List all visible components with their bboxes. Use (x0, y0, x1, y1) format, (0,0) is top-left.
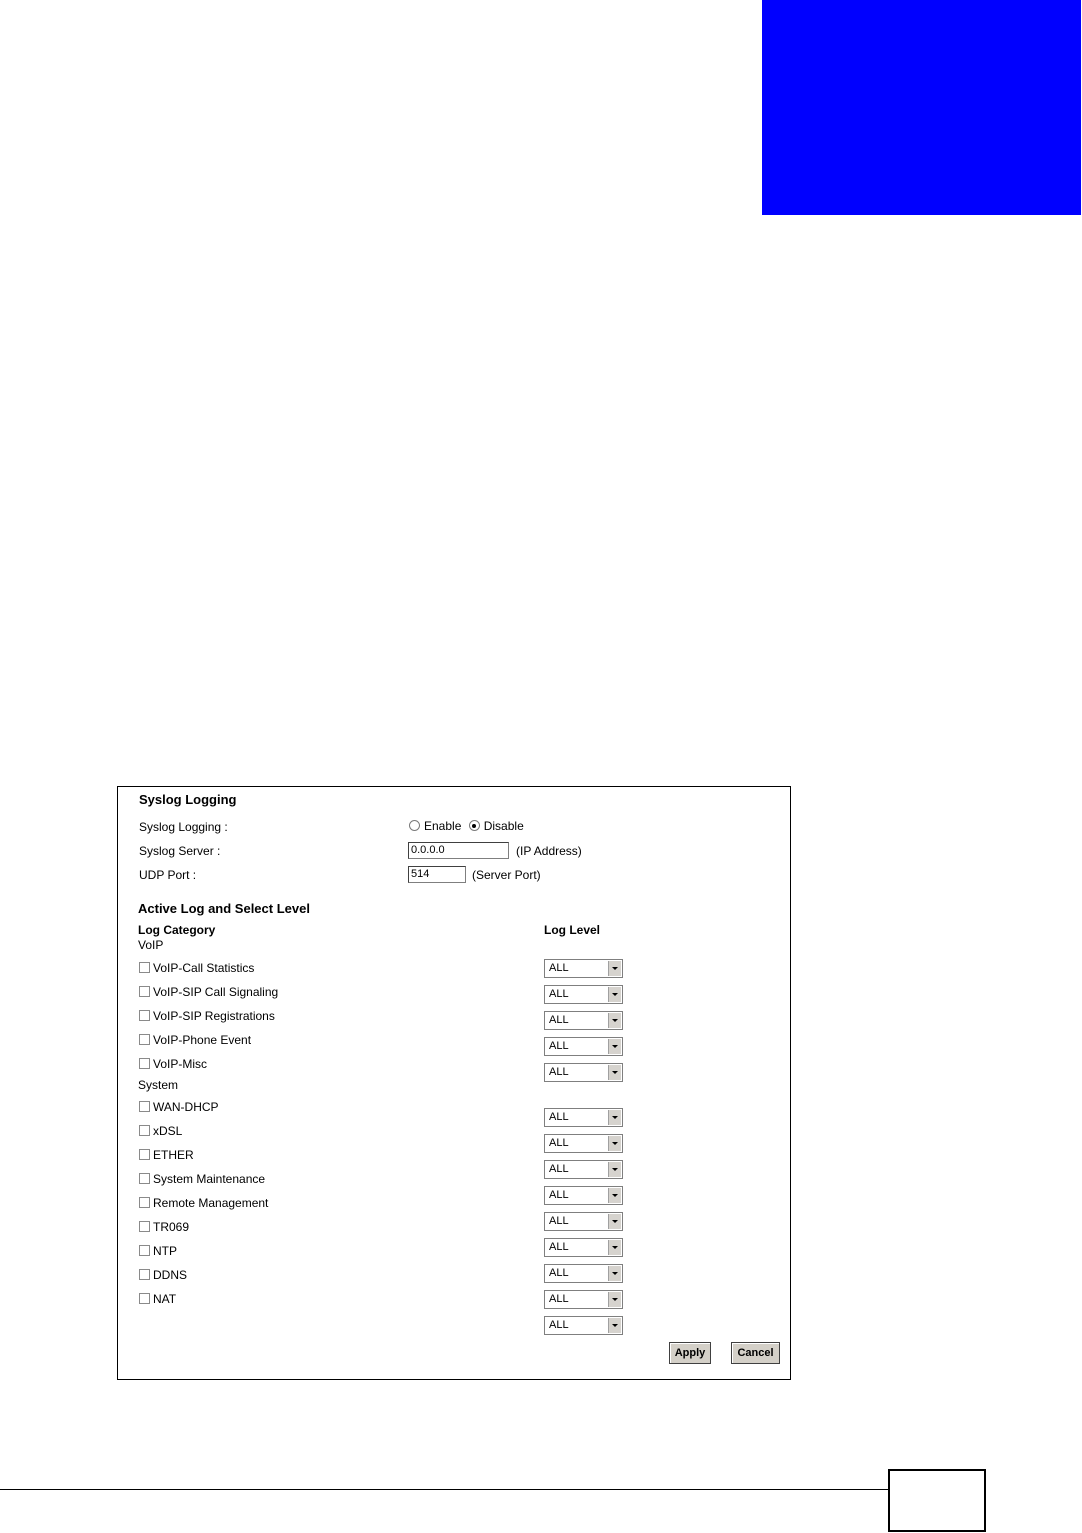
log-level-select[interactable] (544, 1108, 623, 1127)
log-level-select[interactable] (544, 1134, 623, 1153)
log-level-value: ALL (549, 1215, 569, 1227)
category-label: VoIP-Call Statistics (153, 961, 255, 975)
syslog-section-title: Syslog Logging (139, 792, 237, 807)
category-label: TR069 (153, 1220, 190, 1234)
log-level-value: ALL (549, 1241, 569, 1253)
server-port-hint: (Server Port) (472, 868, 541, 882)
ip-address-hint: (IP Address) (516, 844, 582, 858)
category-label: VoIP-SIP Call Signaling (153, 985, 279, 999)
log-level-value: ALL (549, 1267, 569, 1279)
log-level-select[interactable] (544, 959, 623, 978)
chevron-down-icon[interactable] (608, 1162, 621, 1177)
log-level-value: ALL (549, 1111, 569, 1123)
category-label: NAT (153, 1292, 177, 1306)
syslog-server-input[interactable]: 0.0.0.0 (408, 842, 509, 859)
category-label: DDNS (153, 1268, 188, 1282)
log-level-select[interactable] (544, 1290, 623, 1309)
checkbox-voip-sip-call-signaling[interactable] (139, 986, 150, 997)
enable-label: Enable (424, 819, 462, 833)
log-level-value: ALL (549, 1319, 569, 1331)
checkbox-remote-management[interactable] (139, 1197, 150, 1208)
log-level-value: ALL (549, 1163, 569, 1175)
category-label: xDSL (153, 1124, 183, 1138)
log-level-select[interactable] (544, 1186, 623, 1205)
category-label: System Maintenance (153, 1172, 266, 1186)
udp-port-input[interactable]: 514 (408, 866, 466, 883)
log-category-header: Log Category (138, 923, 216, 937)
syslog-settings-panel (117, 786, 791, 1380)
log-level-value: ALL (549, 1066, 569, 1078)
syslog-server-label: Syslog Server : (139, 844, 221, 858)
chapter-tab-block (762, 0, 1081, 215)
checkbox-voip-misc[interactable] (139, 1058, 150, 1069)
chevron-down-icon[interactable] (608, 987, 621, 1002)
apply-button[interactable]: Apply (669, 1342, 711, 1364)
checkbox-system-maintenance[interactable] (139, 1173, 150, 1184)
checkbox-ddns[interactable] (139, 1269, 150, 1280)
log-level-value: ALL (549, 988, 569, 1000)
chevron-down-icon[interactable] (608, 1214, 621, 1229)
checkbox-xdsl[interactable] (139, 1125, 150, 1136)
checkbox-ether[interactable] (139, 1149, 150, 1160)
enable-radio[interactable] (409, 820, 420, 831)
log-level-value: ALL (549, 1137, 569, 1149)
category-label: ETHER (153, 1148, 194, 1162)
category-label: WAN-DHCP (153, 1100, 219, 1114)
log-level-value: ALL (549, 1040, 569, 1052)
chevron-down-icon[interactable] (608, 1266, 621, 1281)
chevron-down-icon[interactable] (608, 1013, 621, 1028)
checkbox-voip-sip-registrations[interactable] (139, 1010, 150, 1021)
checkbox-ntp[interactable] (139, 1245, 150, 1256)
page-number-box (888, 1469, 986, 1532)
system-group-label: System (138, 1078, 179, 1092)
log-level-select[interactable] (544, 1011, 623, 1030)
disable-label: Disable (483, 819, 524, 833)
chevron-down-icon[interactable] (608, 961, 621, 976)
chevron-down-icon[interactable] (608, 1110, 621, 1125)
footer-rule (0, 1489, 888, 1490)
chevron-down-icon[interactable] (608, 1136, 621, 1151)
log-level-select[interactable] (544, 1316, 623, 1335)
udp-port-label: UDP Port : (139, 868, 197, 882)
log-level-select[interactable] (544, 1238, 623, 1257)
category-label: VoIP-Misc (153, 1057, 208, 1071)
checkbox-voip-phone-event[interactable] (139, 1034, 150, 1045)
syslog-logging-label: Syslog Logging : (139, 820, 228, 834)
log-level-value: ALL (549, 1189, 569, 1201)
chevron-down-icon[interactable] (608, 1240, 621, 1255)
category-label: VoIP-SIP Registrations (153, 1009, 275, 1023)
log-level-value: ALL (549, 1014, 569, 1026)
category-label: VoIP-Phone Event (153, 1033, 252, 1047)
syslog-logging-radio-group (409, 819, 524, 833)
log-level-select[interactable] (544, 1063, 623, 1082)
checkbox-nat[interactable] (139, 1293, 150, 1304)
log-level-header: Log Level (544, 923, 601, 937)
chevron-down-icon[interactable] (608, 1318, 621, 1333)
category-label: Remote Management (153, 1196, 269, 1210)
voip-group-label: VoIP (138, 938, 164, 952)
checkbox-tr069[interactable] (139, 1221, 150, 1232)
log-level-select[interactable] (544, 1264, 623, 1283)
chevron-down-icon[interactable] (608, 1292, 621, 1307)
category-label: NTP (153, 1244, 177, 1258)
chevron-down-icon[interactable] (608, 1188, 621, 1203)
checkbox-voip-call-statistics[interactable] (139, 962, 150, 973)
checkbox-wan-dhcp[interactable] (139, 1101, 150, 1112)
disable-radio[interactable] (469, 820, 480, 831)
active-log-section-title: Active Log and Select Level (138, 901, 310, 916)
chevron-down-icon[interactable] (608, 1039, 621, 1054)
log-level-select[interactable] (544, 1212, 623, 1231)
log-level-select[interactable] (544, 1160, 623, 1179)
chevron-down-icon[interactable] (608, 1065, 621, 1080)
log-level-value: ALL (549, 962, 569, 974)
log-level-value: ALL (549, 1293, 569, 1305)
cancel-button[interactable]: Cancel (731, 1342, 780, 1364)
log-level-select[interactable] (544, 1037, 623, 1056)
log-level-select[interactable] (544, 985, 623, 1004)
